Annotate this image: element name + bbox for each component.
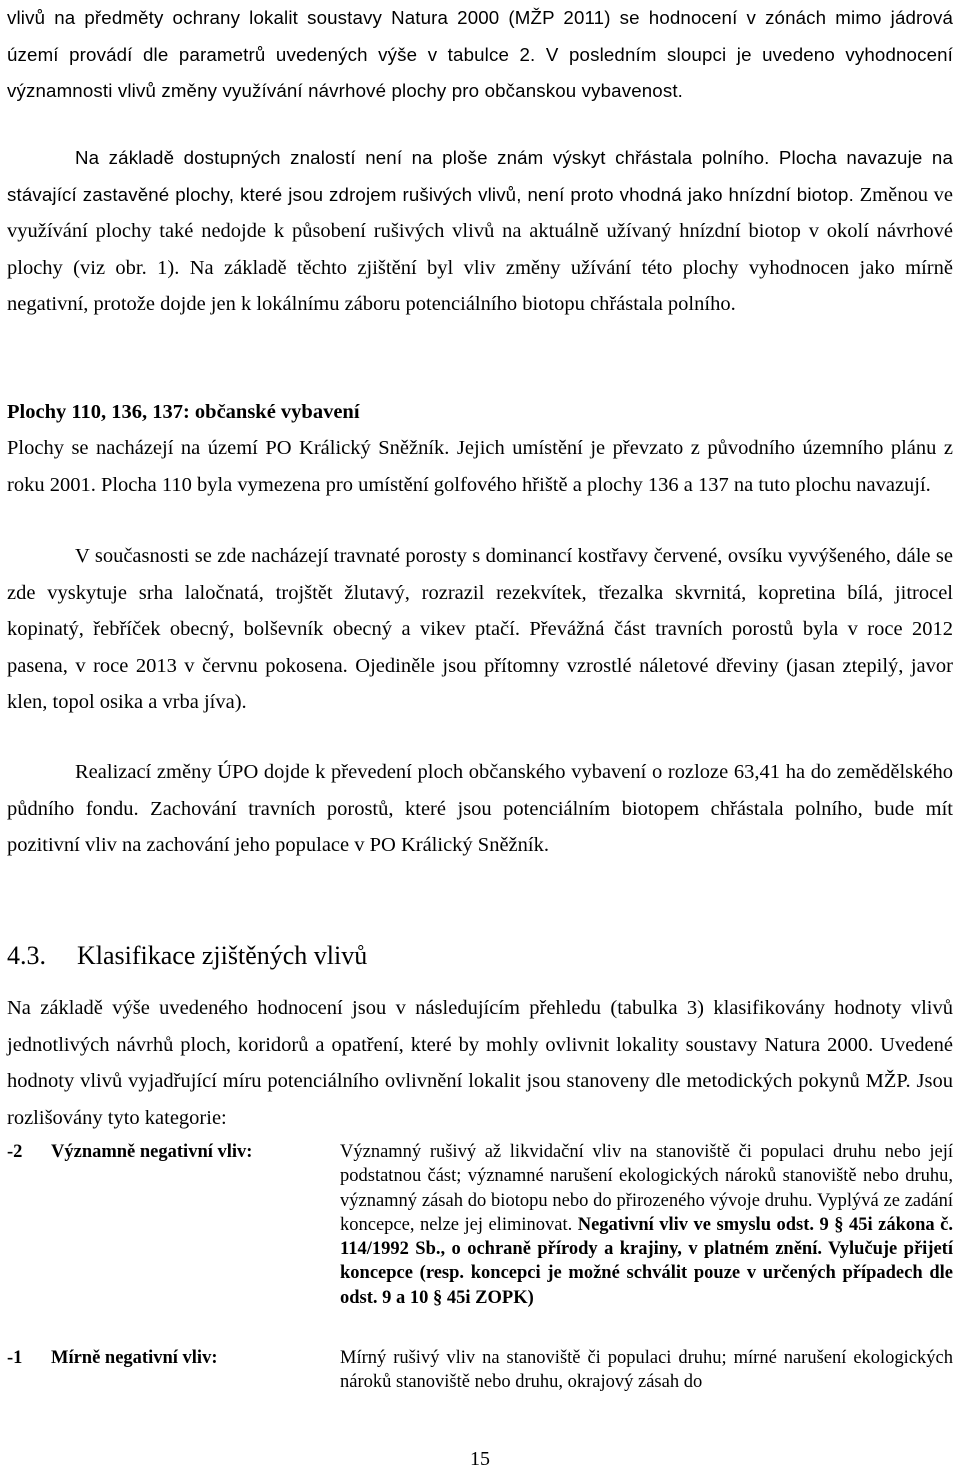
section-title: Klasifikace zjištěných vlivů bbox=[77, 941, 368, 970]
category-bold-text: Negativní vliv ve smyslu odst. 9 § 45i zákona č. 114/1992 Sb., o ochraně přírody a krajiny, v platném znění. Vylučuje přijetí koncepce (resp. koncepci je možné schválit pouze v určených případech dle odst. 9 a 10 § 45i ZOPK) bbox=[340, 1214, 953, 1308]
paragraph-realization: Realizací změny ÚPO dojde k převedení ploch občanského vybavení o rozloze 63,41 ha do zemědělského půdního fondu. Zachování travních porostů, které jsou potenciálním biotopem chřástala polního, bude mít pozitivní vliv na zachování jeho populace v PO Králický Sněžník. bbox=[7, 761, 953, 856]
category-code: -2 bbox=[7, 1142, 23, 1162]
category-text: Mírný rušivý vliv na stanoviště či populaci druhu; mírné narušení ekologických nároků stanoviště nebo druhu, okrajový zásah do bbox=[340, 1348, 953, 1393]
category-code: -1 bbox=[7, 1348, 23, 1368]
paragraph-corncrake bbox=[7, 140, 953, 323]
section-heading bbox=[7, 936, 367, 976]
page-number: 15 bbox=[470, 1448, 490, 1470]
subheading-plochy: Plochy 110, 136, 137: občanské vybavení bbox=[7, 401, 360, 423]
paragraph-corncrake-sans: Na základě dostupných znalostí není na ploše znám výskyt chřástala polního. Plocha navazuje na stávající zastavěné plochy, které jsou zdrojem rušivých vlivů, není proto vhodná jako hnízdní biotop. bbox=[7, 147, 953, 205]
paragraph-corncrake-serif: Změnou ve využívání plochy také nedojde k působení rušivých vlivů na aktuálně užívaný hnízdní biotop v okolí návrhové plochy (viz obr. 1). Na základě těchto zjištění byl vliv změny užívání této plochy vyhodnocen jako mírně negativní, protože dojde jen k lokálnímu záboru potenciálního biotopu chřástala polního. bbox=[7, 183, 953, 315]
category-description bbox=[340, 1346, 953, 1395]
category-text: Významný rušivý až likvidační vliv na stanoviště či populaci druhu nebo její podstatnou část; významné narušení ekologických nároků stanoviště nebo druhu, významný zásah do biotopu nebo do přirozeného vývoje druhu. Vyplývá ze zadání koncepce, nelze jej eliminovat. bbox=[340, 1142, 953, 1235]
paragraph-classification: Na základě výše uvedeného hodnocení jsou v následujícím přehledu (tabulka 3) klasifikovány hodnoty vlivů jednotlivých návrhů ploch, koridorů a opatření, které by mohly ovlivnit lokality soustavy Natura 2000. Uvedené hodnoty vlivů vyjadřující míru potenciálního ovlivnění lokalit jsou stanoveny dle metodických pokynů MŽP. Jsou rozlišovány tyto kategorie: bbox=[7, 997, 953, 1129]
category-label: Mírně negativní vliv: bbox=[51, 1348, 218, 1368]
paragraph-location: Plochy se nacházejí na území PO Králický Sněžník. Jejich umístění je převzato z původního územního plánu z roku 2001. Plocha 110 byla vymezena pro umístění golfového hřiště a plochy 136 a 137 na tuto plochu navazují. bbox=[7, 437, 953, 496]
category-label: Významně negativní vliv: bbox=[51, 1142, 253, 1162]
paragraph-vegetation: V současnosti se zde nacházejí travnaté porosty s dominancí kostřavy červené, ovsíku vyvýšeného, dále se zde vyskytuje srha laločnatá, trojštět žlutavý, rozrazil rezekvítek, třezalka skvrnitá, kopretina bílá, jitrocel kopinatý, řebříček obecný, bolševník obecný a vikev ptačí. Převážná část travních porostů byla v roce 2012 pasena, v roce 2013 v červnu pokosena. Ojediněle jsou přítomny vzrostlé náletové dřeviny (jasan ztepilý, javor klen, topol osika a vrba jíva). bbox=[7, 545, 953, 713]
category-item bbox=[7, 1346, 953, 1395]
category-description bbox=[340, 1140, 953, 1310]
category-item bbox=[7, 1140, 953, 1310]
section-number: 4.3. bbox=[7, 941, 46, 970]
paragraph-intro: vlivů na předměty ochrany lokalit soustavy Natura 2000 (MŽP 2011) se hodnocení v zónách mimo jádrová území provádí dle parametrů uvedených výše v tabulce 2. V posledním sloupci je uvedeno vyhodnocení významnosti vlivů změny využívání návrhové plochy pro občanskou vybavenost. bbox=[7, 7, 953, 101]
